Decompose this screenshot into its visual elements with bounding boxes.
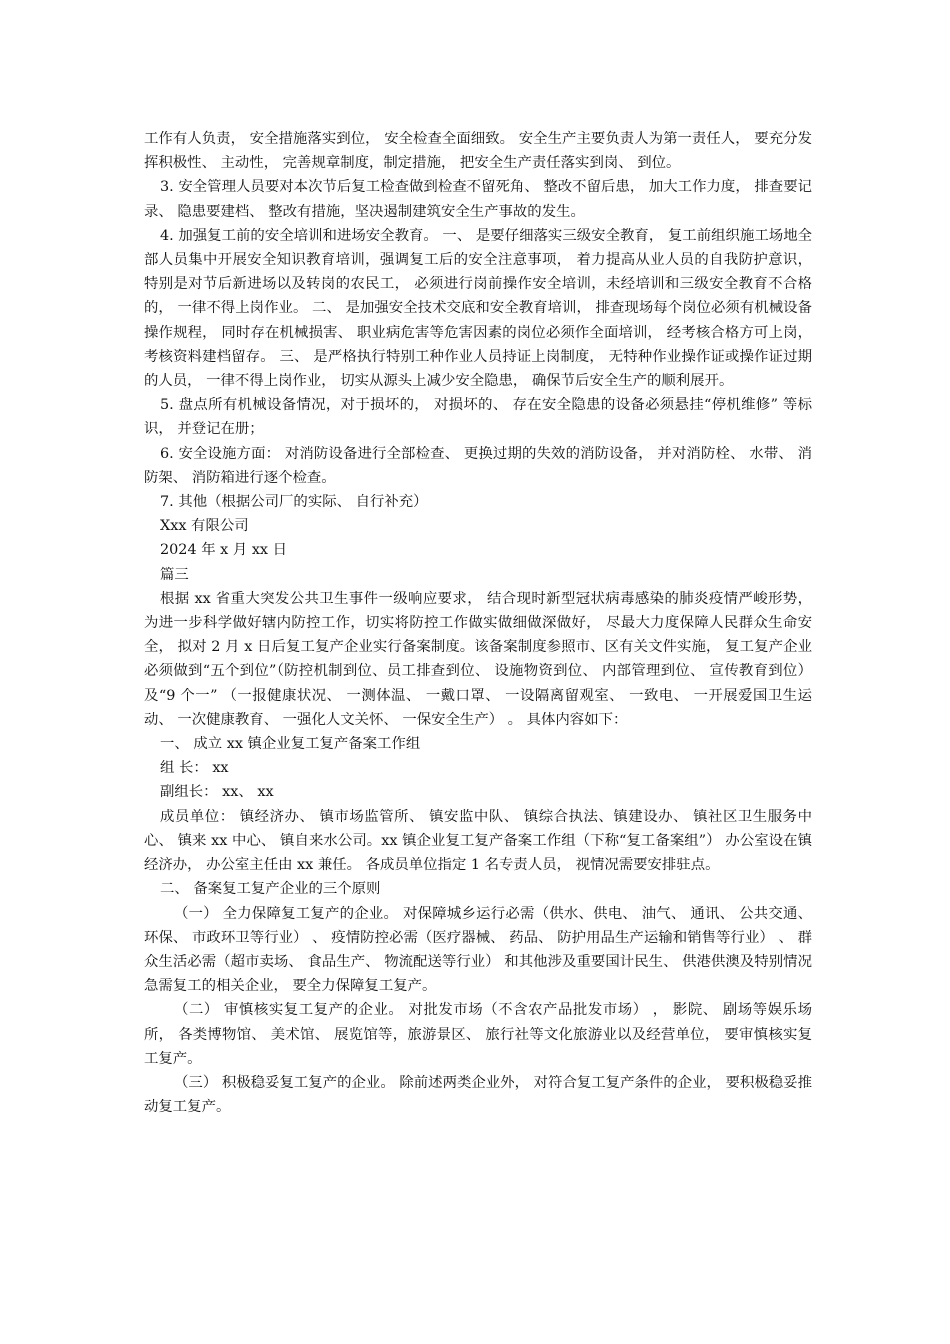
section-heading-part3: 篇三: [160, 566, 189, 583]
heading-working-group: 一、 成立 xx 镇企业复工复产备案工作组: [160, 736, 421, 753]
paragraph-item-6: 6. 安全设施方面： 对消防设备进行全部检查、 更换过期的失效的消防设备， 并对消防栓、 水带、 消防架、 消防箱进行逐个检查。: [144, 445, 812, 486]
paragraph-item-5: 5. 盘点所有机械设备情况，对于损坏的， 对损坏的、 存在安全隐患的设备必须悬挂“停机维修” 等标识， 并登记在册；: [144, 397, 812, 438]
document-date: 2024 年 x 月 xx 日: [160, 542, 288, 559]
company-name: Xxx 有限公司: [160, 518, 249, 535]
paragraph-intro: 根据 xx 省重大突发公共卫生事件一级响应要求， 结合现时新型冠状病毒感染的肺炎疫情严峻形势， 为进一步科学做好辖内防控工作，切实将防控工作做实做细做深做好， 尽最大力度保障人民群众生命安全， 拟对 2 月 x 日后复工复产企业实行备案制度。该备案制度参照市、区有关文件实施， 复工复产企业必须做到“五个到位”（防控机制到位、员工排查到位、 设施物资到位、 内部管理到位、 宣传教育到位） 及“9 个一” （一报健康状况、 一测体温、 一戴口罩、 一设隔离留观室、 一致电、 一开展爱国卫生运动、 一次健康教育、 一强化人文关怀、 一保安全生产） 。 具体内容如下：: [144, 590, 812, 728]
member-units: 成员单位： 镇经济办、 镇市场监管所、 镇安监中队、 镇综合执法、镇建设办、 镇社区卫生服务中心、 镇来 xx 中心、 镇自来水公司。xx 镇企业复工复产备案工作组（下称“复工备案组”） 办公室设在镇经济办， 办公室主任由 xx 兼任。 各成员单位指定 1 名专责人员， 视情况需要安排驻点。: [144, 808, 812, 874]
heading-three-principles: 二、 备案复工复产企业的三个原则: [160, 881, 381, 898]
principle-2: （二） 审慎核实复工复产的企业。 对批发市场（不含农产品批发市场） ， 影院、 剧场等娱乐场所， 各类博物馆、 美术馆、 展览馆等，旅游景区、 旅行社等文化旅游业以及经营单位， 要审慎核实复工复产。: [144, 1002, 812, 1067]
paragraph-responsibility: 工作有人负责， 安全措施落实到位， 安全检查全面细致。 安全生产主要负责人为第一责任人， 要充分发挥积极性、 主动性， 完善规章制度，制定措施， 把安全生产责任落实到岗、 到位。: [144, 131, 812, 172]
paragraph-item-4: 4. 加强复工前的安全培训和进场安全教育。 一、 是要仔细落实三级安全教育， 复工前组织施工场地全部人员集中开展安全知识教育培训，强调复工后的安全注意事项， 着力提高从业人员的自我防护意识， 特别是对节后新进场以及转岗的农民工， 必须进行岗前操作安全培训，未经培训和三级安全教育不合格的， 一律不得上岗作业。 二、 是加强安全技术交底和安全教育培训， 排查现场每个岗位必须有机械设备操作规程， 同时存在机械损害、 职业病危害等危害因素的岗位必须作全面培训， 经考核合格方可上岗， 考核资料建档留存。 三、 是严格执行特别工种作业人员持证上岗制度， 无特种作业操作证或操作证过期的人员， 一律不得上岗作业， 切实从源头上减少安全隐患， 确保节后安全生产的顺利展开。: [144, 227, 812, 390]
paragraph-item-7: 7. 其他（根据公司厂的实际、 自行补充）: [160, 494, 428, 511]
deputy-leader: 副组长： xx、 xx: [160, 784, 274, 801]
document-body: [144, 127, 812, 1119]
principle-3: （三） 积极稳妥复工复产的企业。 除前述两类企业外， 对符合复工复产条件的企业， 要积极稳妥推动复工复产。: [144, 1074, 812, 1116]
principle-1: （一） 全力保障复工复产的企业。 对保障城乡运行必需（供水、供电、 油气、 通讯、 公共交通、 环保、 市政环卫等行业） 、 疫情防控必需（医疗器械、 药品、 防护用品生产运输和销售等行业） 、 群众生活必需（超市卖场、 食品生产、 物流配送等行业） 和其他涉及重要国计民生、 供港供澳及特别情况急需复工的相关企业， 要全力保障复工复产。: [144, 905, 812, 995]
paragraph-item-3: 3. 安全管理人员要对本次节后复工检查做到检查不留死角、 整改不留后患， 加大工作力度， 排查要记录、 隐患要建档、 整改有措施，坚决遏制建筑安全生产事故的发生。: [144, 179, 812, 220]
group-leader: 组 长： xx: [160, 760, 229, 777]
